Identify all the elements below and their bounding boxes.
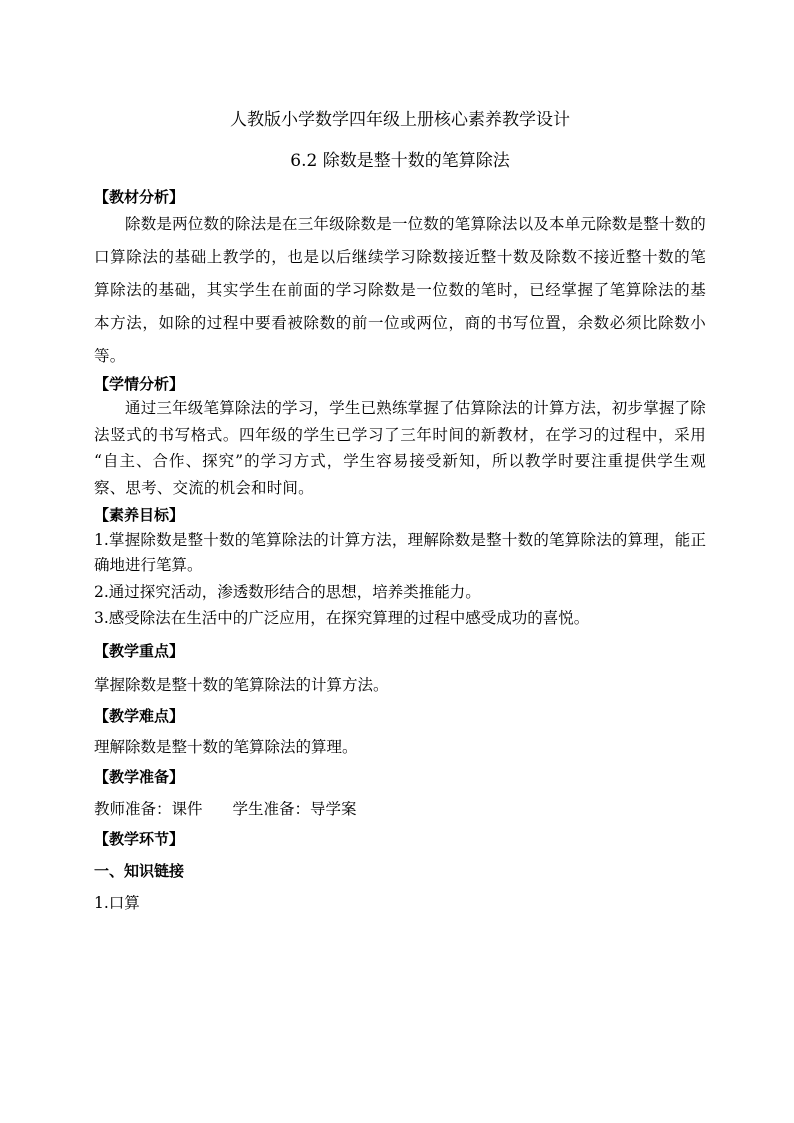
goal-item-2: 2.通过探究活动，渗透数形结合的思想，培养类推能力。	[94, 583, 481, 601]
difficulties-text: 理解除数是整十数的笔算除法的算理。	[94, 738, 358, 756]
lesson-subtitle: 6.2 除数是整十数的笔算除法	[290, 151, 510, 171]
preparation-line	[94, 797, 357, 819]
key-points-text: 掌握除数是整十数的笔算除法的计算方法。	[94, 676, 389, 694]
document-page	[94, 0, 706, 1123]
preparation-heading: 【教学准备】	[94, 768, 185, 786]
student-preparation: 学生准备：导学案	[232, 800, 357, 818]
textbook-analysis-paragraph: 除数是两位数的除法是在三年级除数是一位数的笔算除法以及本单元除数是整十数的口算除法的基础上教学的，也是以后继续学习除数接近整十数及除数不接近整十数的笔算除法的基础，其实学生在前面的学习除数是一位数的笔时，已经掌握了笔算除法的基本方法，如除的过程中要看被除数的前一位或两位，商的书写位置，余数必须比除数小等。	[94, 215, 706, 365]
goals-heading: 【素养目标】	[94, 506, 185, 524]
process-part-1: 一、知识链接	[94, 862, 185, 880]
student-analysis-heading: 【学情分析】	[94, 375, 185, 393]
textbook-analysis-heading: 【教材分析】	[94, 188, 185, 206]
teacher-preparation: 教师准备：课件	[94, 800, 203, 818]
goal-item-3: 3.感受除法在生活中的广泛应用，在探究算理的过程中感受成功的喜悦。	[94, 609, 590, 627]
document-title: 人教版小学数学四年级上册核心素养教学设计	[230, 110, 570, 130]
difficulties-heading: 【教学难点】	[94, 707, 185, 725]
key-points-heading: 【教学重点】	[94, 642, 185, 660]
student-analysis-paragraph: 通过三年级笔算除法的学习，学生已熟练掌握了估算除法的计算方法，初步掌握了除法竖式的书写格式。四年级的学生已学习了三年时间的新教材，在学习的过程中，采用 “自主、合作、探究”的学习方式，学生容易接受新知，所以教学时要注重提供学生观察、思考、交流的机会和时间。	[94, 399, 706, 497]
process-heading: 【教学环节】	[94, 830, 185, 848]
process-item-1: 1.口算	[94, 894, 140, 912]
goal-item-1: 1.掌握除数是整十数的笔算除法的计算方法，理解除数是整十数的笔算除法的算理，能正确地进行笔算。	[94, 531, 706, 574]
